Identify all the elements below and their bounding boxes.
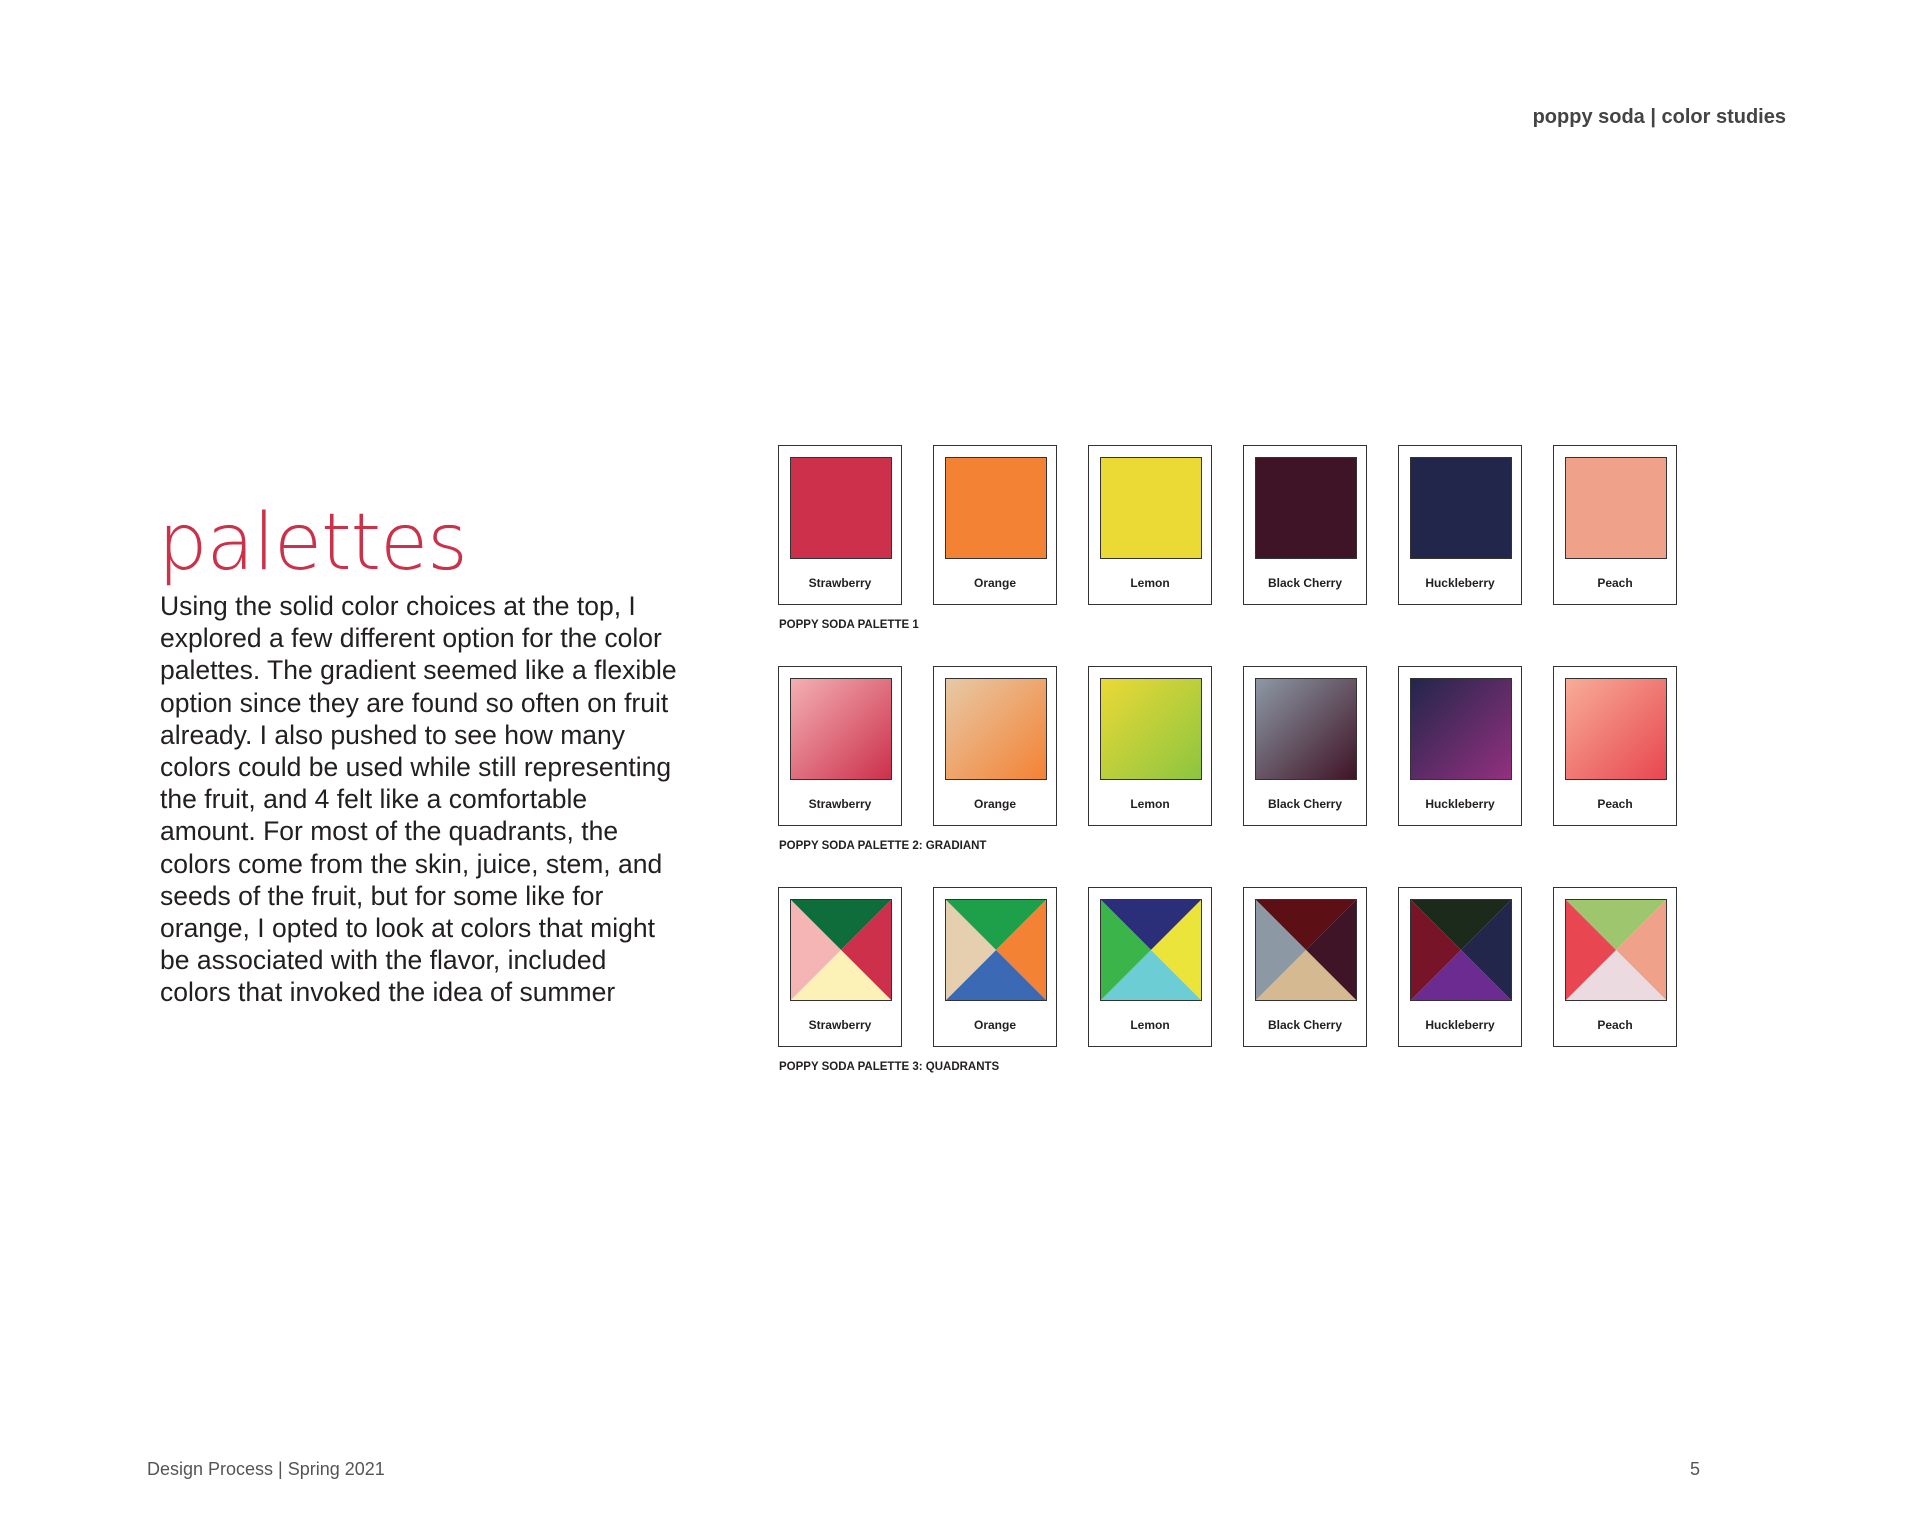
color-card: [1243, 445, 1367, 605]
swatch-graphic: [791, 679, 891, 779]
color-swatch: [1255, 678, 1357, 780]
swatch-graphic: [791, 458, 891, 558]
swatch-fill: [1566, 458, 1666, 558]
palette-cards: [778, 666, 1678, 828]
color-swatch: [1565, 457, 1667, 559]
color-card: [1243, 666, 1367, 826]
swatch-label: Strawberry: [808, 576, 872, 590]
swatch-graphic: [1256, 900, 1356, 1000]
swatch-fill: [1411, 458, 1511, 558]
color-swatch: [790, 899, 892, 1001]
color-swatch: [1100, 457, 1202, 559]
color-swatch: [790, 678, 892, 780]
color-swatch: [790, 457, 892, 559]
document-header: poppy soda | color studies: [1532, 106, 1786, 128]
swatch-gradient-fill: [791, 679, 891, 779]
swatch-graphic: [1411, 900, 1511, 1000]
color-card: [1088, 445, 1212, 605]
color-swatch: [1255, 457, 1357, 559]
page-number: 5: [1690, 1459, 1701, 1479]
swatch-graphic: [1411, 679, 1511, 779]
swatch-graphic: [1256, 458, 1356, 558]
swatch-gradient-fill: [1566, 679, 1666, 779]
swatch-gradient-fill: [1256, 679, 1356, 779]
swatch-gradient-fill: [946, 679, 1046, 779]
swatch-fill: [1256, 458, 1356, 558]
swatch-graphic: [1256, 679, 1356, 779]
body-paragraph: Using the solid color choices at the top, I explored a few different option for the color palettes. The gradient seemed like a flexible option since they are found so often on fruit already. I also pushed to see how many colors could be used while still representing the fruit, and 4 felt like a comfortable amount. For most of the quadrants, the colors come from the skin, juice, stem, and seeds of the fruit, but for some like for orange, I opted to look at colors that might be associated with the flavor, included colors that invoked the idea of summer: [160, 591, 677, 1008]
palette-row-3: [778, 887, 1678, 1073]
color-swatch: [1100, 678, 1202, 780]
swatch-fill: [791, 458, 891, 558]
swatch-label: Peach: [1597, 576, 1633, 590]
color-swatch: [1100, 899, 1202, 1001]
swatch-graphic: [1566, 679, 1666, 779]
swatch-graphic: [1101, 458, 1201, 558]
palette-row-1: [778, 445, 1678, 631]
swatch-graphic: [1101, 679, 1201, 779]
swatch-graphic: [791, 900, 891, 1000]
color-card: [933, 666, 1057, 826]
footer-course-label: Design Process | Spring 2021: [147, 1459, 385, 1479]
swatch-graphic: [946, 458, 1046, 558]
swatch-label: Black Cherry: [1267, 797, 1343, 811]
swatch-label: Peach: [1597, 1018, 1633, 1032]
swatch-label: Huckleberry: [1425, 797, 1495, 811]
color-swatch: [1565, 899, 1667, 1001]
color-card: [1398, 887, 1522, 1047]
swatch-label: Lemon: [1130, 1018, 1170, 1032]
color-swatch: [945, 457, 1047, 559]
swatch-label: Orange: [973, 797, 1016, 811]
swatch-fill: [1101, 458, 1201, 558]
color-swatch: [1255, 899, 1357, 1001]
color-card: [778, 887, 902, 1047]
color-card: [933, 887, 1057, 1047]
palette-cards: [778, 445, 1678, 607]
palette-caption: POPPY SODA PALETTE 3: QUADRANTS: [779, 1061, 1000, 1073]
color-swatch: [1410, 899, 1512, 1001]
color-card: [778, 445, 902, 605]
swatch-label: Huckleberry: [1425, 576, 1495, 590]
color-card: [1553, 666, 1677, 826]
swatch-gradient-fill: [1411, 679, 1511, 779]
color-swatch: [1410, 678, 1512, 780]
color-card: [1243, 887, 1367, 1047]
color-card: [1398, 666, 1522, 826]
swatch-label: Lemon: [1130, 797, 1170, 811]
swatch-gradient-fill: [1101, 679, 1201, 779]
swatch-label: Black Cherry: [1267, 1018, 1343, 1032]
color-card: [933, 445, 1057, 605]
swatch-label: Orange: [973, 576, 1016, 590]
palette-caption: POPPY SODA PALETTE 2: GRADIANT: [779, 840, 987, 852]
swatch-graphic: [1101, 900, 1201, 1000]
color-card: [1553, 887, 1677, 1047]
swatch-graphic: [1566, 458, 1666, 558]
swatch-graphic: [1411, 458, 1511, 558]
swatch-graphic: [946, 679, 1046, 779]
swatch-label: Black Cherry: [1267, 576, 1343, 590]
color-card: [778, 666, 902, 826]
palette-cards: [778, 887, 1678, 1049]
color-card: [1088, 666, 1212, 826]
swatch-graphic: [1566, 900, 1666, 1000]
swatch-label: Orange: [973, 1018, 1016, 1032]
swatch-label: Peach: [1597, 797, 1633, 811]
color-swatch: [1410, 457, 1512, 559]
swatch-label: Lemon: [1130, 576, 1170, 590]
swatch-label: Strawberry: [808, 797, 872, 811]
swatch-graphic: [946, 900, 1046, 1000]
color-card: [1553, 445, 1677, 605]
palette-caption: POPPY SODA PALETTE 1: [779, 619, 919, 631]
color-swatch: [945, 899, 1047, 1001]
color-swatch: [1565, 678, 1667, 780]
swatch-label: Strawberry: [808, 1018, 872, 1032]
color-swatch: [945, 678, 1047, 780]
color-card: [1088, 887, 1212, 1047]
palette-row-2: [778, 666, 1678, 852]
swatch-label: Huckleberry: [1425, 1018, 1495, 1032]
color-card: [1398, 445, 1522, 605]
page-title: palettes: [158, 498, 467, 588]
swatch-fill: [946, 458, 1046, 558]
